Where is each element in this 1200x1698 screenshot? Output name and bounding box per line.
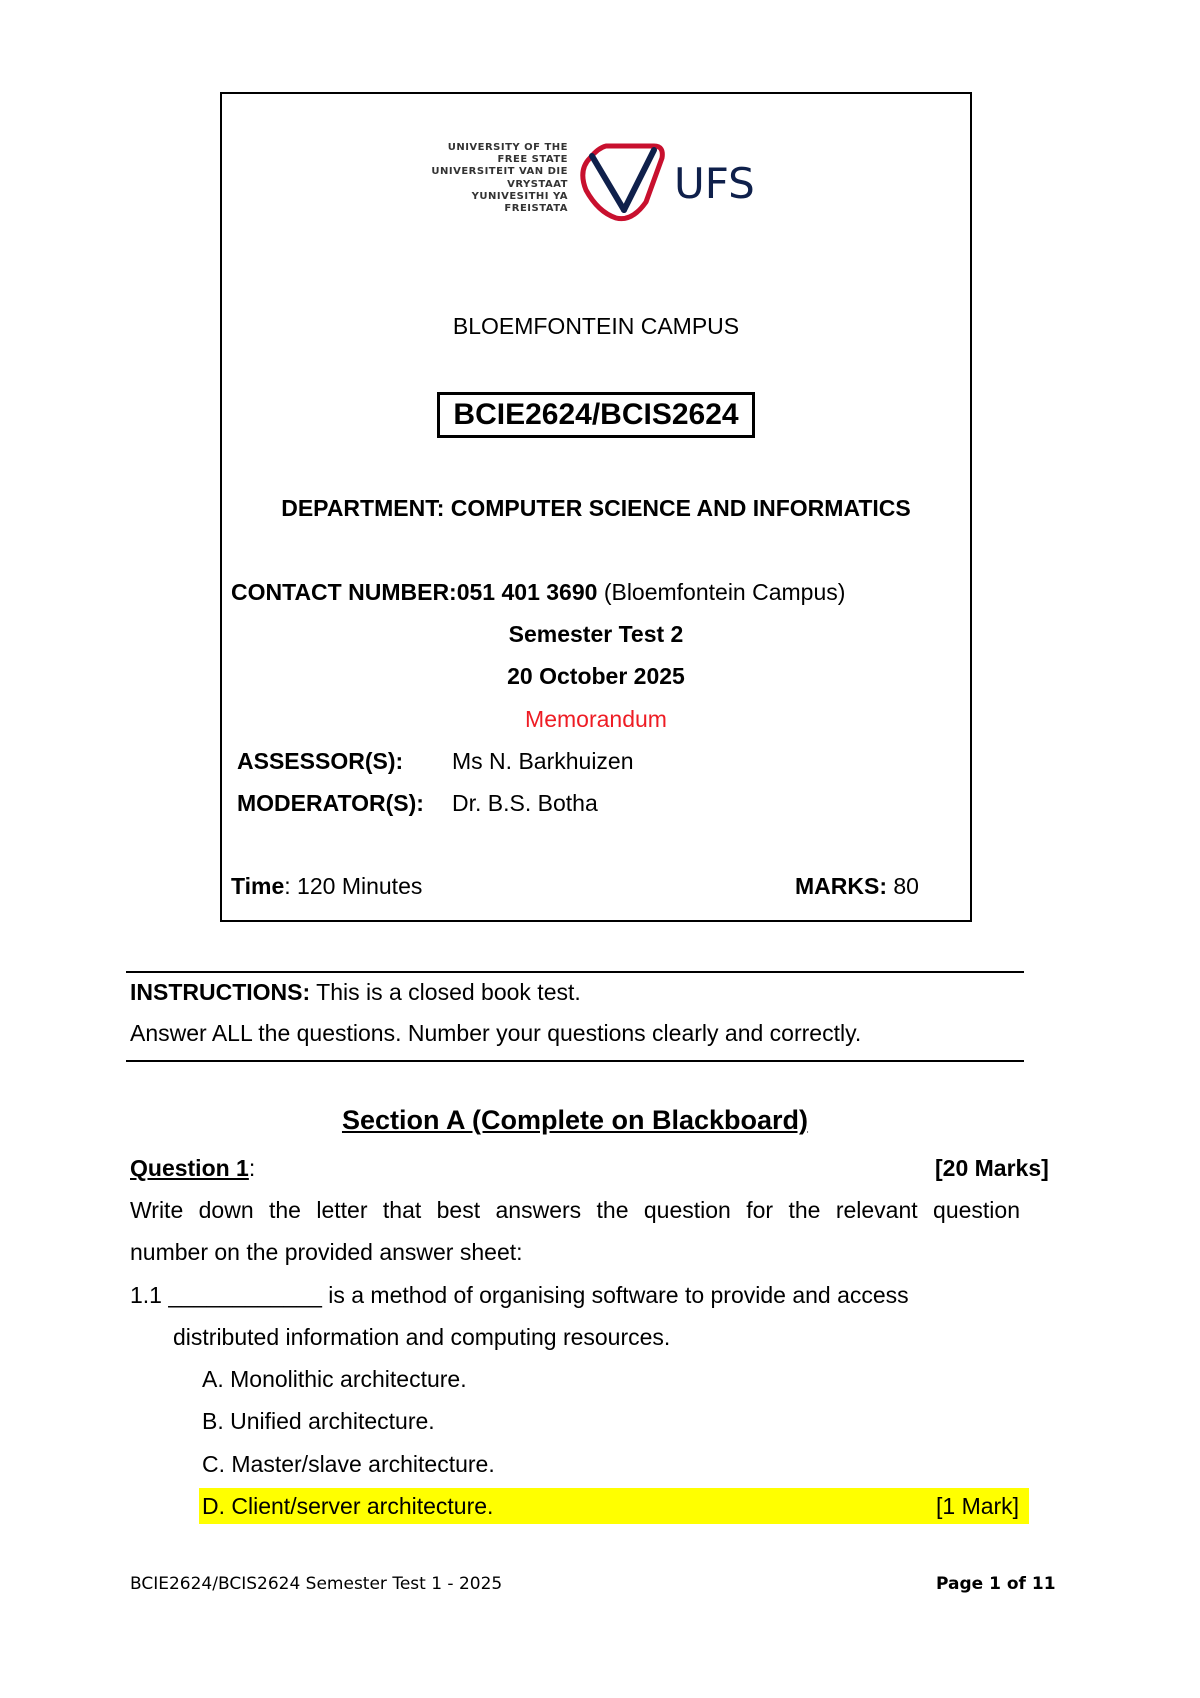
logo-brand-text: UFS <box>674 159 755 208</box>
instructions-line-2: Answer ALL the questions. Number your questions clearly and correctly. <box>130 1020 862 1046</box>
option-letter: C. <box>202 1451 225 1477</box>
contact-label: CONTACT NUMBER: <box>231 579 457 605</box>
option-d <box>202 1492 493 1520</box>
contact-number: 051 401 3690 <box>456 579 598 605</box>
answer-mark: [1 Mark] <box>936 1493 1020 1519</box>
heart-emblem-icon <box>576 140 766 226</box>
memorandum-label: Memorandum <box>525 706 667 732</box>
option-c <box>202 1450 495 1478</box>
section-title: Section A (Complete on Blackboard) <box>341 1105 809 1135</box>
question-description-line-2: number on the provided answer sheet: <box>130 1239 523 1265</box>
marks-label: MARKS: <box>795 873 887 899</box>
time-value: : 120 Minutes <box>284 873 423 899</box>
time-label: Time <box>231 873 285 899</box>
course-code: BCIE2624/BCIS2624 <box>437 392 755 438</box>
page-total: 11 <box>1031 1574 1056 1594</box>
assessor-label: ASSESSOR(S): <box>237 748 404 774</box>
logo-wordmark: UNIVERSITY OF THE FREE STATE UNIVERSITEIT VAN DIE VRYSTAAT YUNIVESITHI YA FREISTATA <box>431 142 568 215</box>
contact-line <box>231 578 845 606</box>
ufs-logo <box>428 142 768 226</box>
question-marks: [20 Marks] <box>935 1155 1049 1181</box>
assessor-name: Ms N. Barkhuizen <box>452 748 634 774</box>
test-name: Semester Test 2 <box>508 621 684 647</box>
page-of: of <box>1000 1574 1032 1594</box>
option-b <box>202 1407 435 1435</box>
question-description-line-1: Write down the letter that best answers the question for the relevant question <box>130 1197 1020 1223</box>
marks-value: 80 <box>887 873 919 899</box>
option-letter: A. <box>202 1366 224 1392</box>
option-a <box>202 1365 467 1393</box>
test-date: 20 October 2025 <box>507 663 685 689</box>
instructions-label: INSTRUCTIONS: <box>130 979 311 1005</box>
contact-campus: (Bloemfontein Campus) <box>603 579 846 605</box>
question-1-1-line-1: 1.1 ____________ is a method of organising software to provide and access <box>130 1282 909 1308</box>
question-1-1-line-2: distributed information and computing resources. <box>173 1324 671 1350</box>
option-letter: B. <box>202 1408 224 1434</box>
question-label: Question 1 <box>130 1155 249 1181</box>
time-line <box>231 872 422 900</box>
moderator-label: MODERATOR(S): <box>237 790 424 816</box>
question-colon: : <box>248 1155 256 1181</box>
option-text: Unified architecture. <box>230 1408 435 1434</box>
question-heading <box>130 1154 255 1182</box>
instructions-line-1 <box>130 978 581 1006</box>
option-text: Master/slave architecture. <box>231 1451 495 1477</box>
instructions-top-rule <box>126 971 1024 973</box>
footer-page-number <box>936 1573 1056 1595</box>
marks-line <box>795 872 919 900</box>
option-letter: D. <box>202 1493 225 1519</box>
page-current: 1 <box>989 1574 1001 1594</box>
option-text: Client/server architecture. <box>231 1493 494 1519</box>
option-text: Monolithic architecture. <box>230 1366 467 1392</box>
instructions-bottom-rule <box>126 1060 1024 1062</box>
footer-course: BCIE2624/BCIS2624 Semester Test 1 - 2025 <box>130 1574 503 1594</box>
moderator-name: Dr. B.S. Botha <box>452 790 598 816</box>
instructions-text-1: This is a closed book test. <box>310 979 581 1005</box>
campus-name: BLOEMFONTEIN CAMPUS <box>452 313 740 339</box>
page-word: Page <box>936 1574 990 1594</box>
department: DEPARTMENT: COMPUTER SCIENCE AND INFORMATICS <box>281 495 911 521</box>
